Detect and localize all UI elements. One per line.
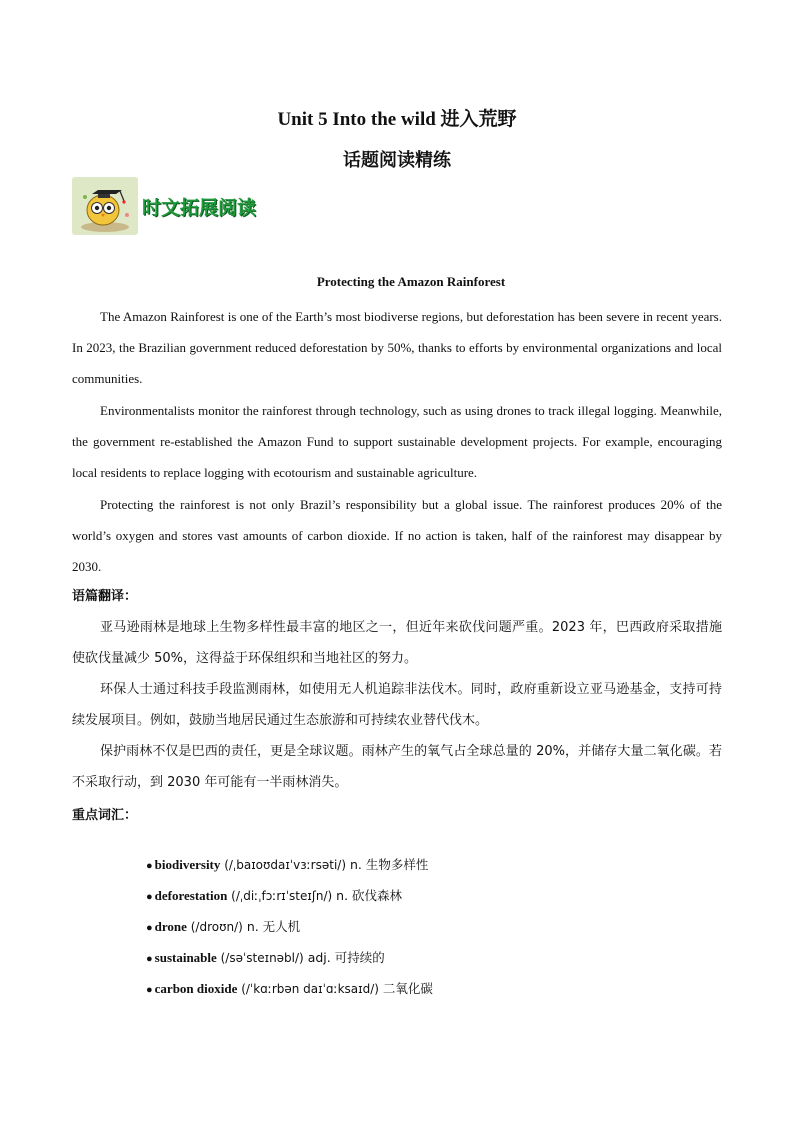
bullet-icon: ● xyxy=(146,922,153,934)
vocabulary-item xyxy=(146,911,433,942)
vocab-phonetic: (/səˈsteɪnəbl/) xyxy=(216,951,304,965)
vocabulary-item xyxy=(146,973,433,1004)
vocab-phonetic: (/ˈkɑːrbən daɪˈɑːksaɪd/) xyxy=(237,982,379,996)
bullet-icon: ● xyxy=(146,984,153,996)
translation-label: 语篇翻译： xyxy=(72,589,138,604)
translation-paragraph-2: 环保人士通过科技手段监测雨林，如使用无人机追踪非法伐木。同时，政府重新设立亚马逊基金，支持可持续发展项目。例如，鼓励当地居民通过生态旅游和可持续农业替代伐木。 xyxy=(72,682,722,728)
vocab-meaning: 二氧化碳 xyxy=(378,981,433,996)
article-paragraph-2: Environmentalists monitor the rainforest through technology, such as using drones to track illegal logging. Meanwhile, the government re-established the Amazon Fund to support sustainable development projects. For example, encouraging local residents to replace logging with ecotourism and sustainable agriculture. xyxy=(72,403,722,480)
vocab-phonetic: (/ˌdiːˌfɔːrɪˈsteɪʃn/) xyxy=(227,889,333,903)
vocab-meaning: n. 生物多样性 xyxy=(346,857,429,872)
section-banner xyxy=(72,177,256,235)
article-paragraph-3: Protecting the rainforest is not only Brazil’s responsibility but a global issue. The rainforest produces 20% of the world’s oxygen and stores vast amounts of carbon dioxide. If no action is taken, half of the rainforest may disappear by 2030. xyxy=(72,497,722,574)
page-title: Unit 5 Into the wild 进入荒野 xyxy=(277,109,517,130)
vocabulary-label: 重点词汇： xyxy=(72,808,138,823)
page-subtitle: 话题阅读精练 xyxy=(343,150,451,171)
vocabulary-item xyxy=(146,849,433,880)
vocabulary-list xyxy=(146,849,433,1004)
vocab-meaning: n. 无人机 xyxy=(242,919,301,934)
vocab-meaning: n. 砍伐森林 xyxy=(332,888,403,903)
vocab-term: drone xyxy=(154,919,187,934)
banner-title: 时文拓展阅读 xyxy=(142,196,257,219)
bullet-icon: ● xyxy=(146,891,153,903)
bullet-icon: ● xyxy=(146,953,153,965)
bullet-icon: ● xyxy=(146,860,153,872)
vocab-meaning: adj. 可持续的 xyxy=(303,950,385,965)
vocab-phonetic: (/ˌbaɪoʊdaɪˈvɜːrsəti/) xyxy=(220,858,346,872)
vocabulary-item xyxy=(146,942,433,973)
vocab-phonetic: (/droʊn/) xyxy=(186,920,243,934)
vocab-term: sustainable xyxy=(154,950,217,965)
translation-paragraph-1: 亚马逊雨林是地球上生物多样性最丰富的地区之一，但近年来砍伐问题严重。2023 年，巴西政府采取措施使砍伐量减少 50%，这得益于环保组织和当地社区的努力。 xyxy=(72,620,722,666)
owl-graduate-icon xyxy=(72,177,138,235)
translation-paragraph-3: 保护雨林不仅是巴西的责任，更是全球议题。雨林产生的氧气占全球总量的 20%，并储存大量二氧化碳。若不采取行动，到 2030 年可能有一半雨林消失。 xyxy=(72,744,722,790)
vocabulary-item xyxy=(146,880,433,911)
vocab-term: biodiversity xyxy=(154,857,221,872)
article-paragraph-1: The Amazon Rainforest is one of the Earth’s most biodiverse regions, but deforestation has been severe in recent years. In 2023, the Brazilian government reduced deforestation by 50%, thanks to efforts by environmental organizations and local communities. xyxy=(72,309,722,386)
vocab-term: carbon dioxide xyxy=(154,981,238,996)
vocab-term: deforestation xyxy=(154,888,228,903)
article-title: Protecting the Amazon Rainforest xyxy=(316,274,506,289)
